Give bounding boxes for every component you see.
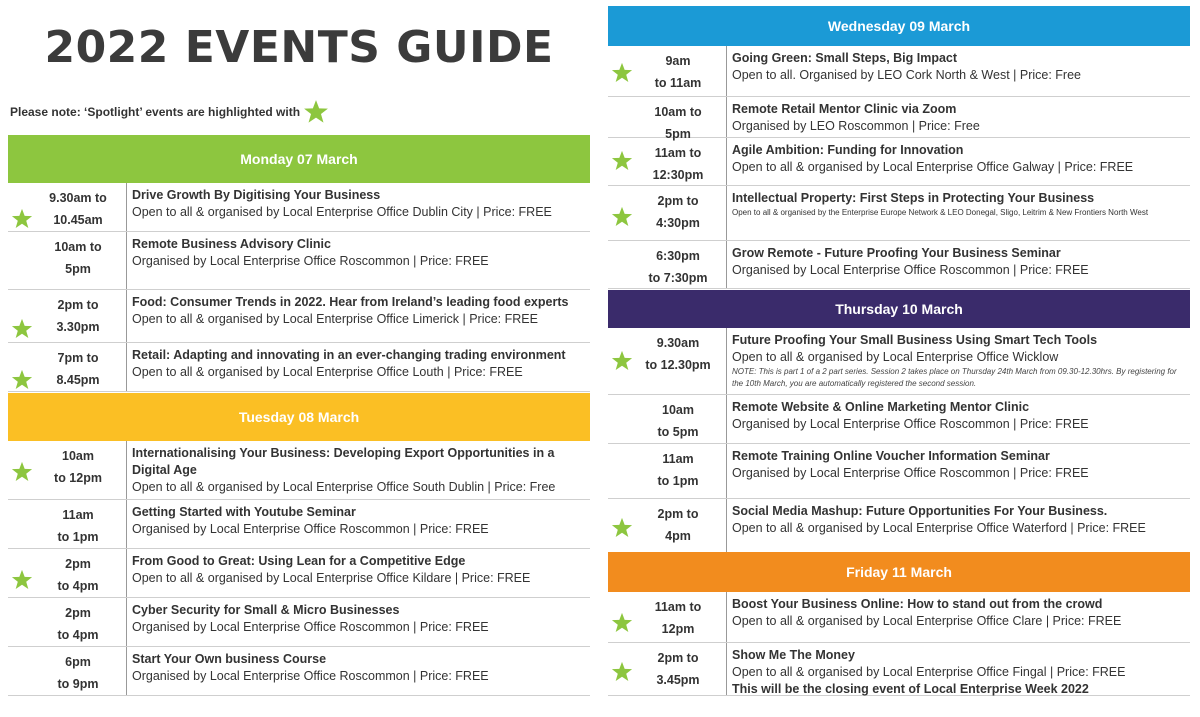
- event-time-start: 10am to: [654, 105, 702, 119]
- day-thursday: [608, 290, 1190, 556]
- spotlight-note: [10, 99, 329, 125]
- event-divider: [726, 186, 727, 240]
- event-time-end: to 1pm: [57, 530, 99, 544]
- event-time-start: 11am to: [654, 146, 702, 160]
- event-description: Open to all & organised by Local Enterprise Office Dublin City | Price: FREE: [132, 205, 552, 219]
- event-time: [630, 50, 726, 94]
- event-time-end: to 7:30pm: [648, 271, 708, 285]
- event-description: Open to all & organised by Local Enterprise Office South Dublin | Price: Free: [132, 480, 556, 494]
- event-time: [630, 448, 726, 492]
- event-time-start: 9.30am: [656, 336, 700, 350]
- event-info: [732, 245, 1188, 279]
- event-time: [30, 236, 126, 280]
- event-description: Organised by Local Enterprise Office Roscommon | Price: FREE: [132, 620, 489, 634]
- event-title: Agile Ambition: Funding for Innovation: [732, 143, 964, 157]
- event-info: [132, 347, 588, 381]
- event-time: [630, 503, 726, 547]
- event-time-start: 10am: [662, 403, 694, 417]
- event-divider: [726, 46, 727, 96]
- day-friday: [608, 552, 1190, 696]
- event-time-end: 8.45pm: [56, 373, 100, 387]
- event-time: [30, 602, 126, 646]
- event-row: [608, 444, 1190, 499]
- event-divider: [126, 183, 127, 231]
- event-time-start: 11am: [62, 508, 94, 522]
- event-divider: [726, 395, 727, 443]
- event-row: [8, 343, 590, 392]
- event-divider: [126, 500, 127, 548]
- event-time-end: to 1pm: [657, 474, 699, 488]
- event-info: [732, 647, 1188, 698]
- event-title: From Good to Great: Using Lean for a Competitive Edge: [132, 554, 466, 568]
- event-title: Retail: Adapting and innovating in an ever-changing trading environment: [132, 348, 566, 362]
- event-description: Organised by Local Enterprise Office Roscommon | Price: FREE: [132, 669, 489, 683]
- day-header-friday: Friday 11 March: [608, 552, 1190, 592]
- event-description: Open to all & organised by Local Enterprise Office Clare | Price: FREE: [732, 614, 1122, 628]
- event-time-start: 11am: [662, 452, 694, 466]
- event-time-end: to 4pm: [57, 628, 99, 642]
- event-time-end: 5pm: [65, 262, 91, 276]
- events-monday: [8, 183, 590, 392]
- event-row: [608, 241, 1190, 289]
- event-time: [630, 596, 726, 640]
- event-row: [608, 97, 1190, 141]
- event-time-start: 2pm to: [57, 298, 99, 312]
- event-extra: This will be the closing event of Local Enterprise Week 2022: [732, 682, 1089, 696]
- event-time-end: 5pm: [665, 127, 691, 141]
- event-description: Open to all & organised by Local Enterprise Office Kildare | Price: FREE: [132, 571, 531, 585]
- event-title: Drive Growth By Digitising Your Business: [132, 188, 381, 202]
- event-divider: [126, 647, 127, 695]
- event-time-end: 12:30pm: [652, 168, 704, 182]
- event-title: Going Green: Small Steps, Big Impact: [732, 51, 958, 65]
- event-description: Organised by Local Enterprise Office Roscommon | Price: FREE: [732, 417, 1089, 431]
- event-time: [30, 504, 126, 548]
- event-info: [132, 294, 588, 328]
- event-divider: [726, 592, 727, 642]
- events-wednesday: [608, 46, 1190, 289]
- event-time-end: 4pm: [665, 529, 691, 543]
- event-time-start: 11am to: [654, 600, 702, 614]
- event-time-end: 3.45pm: [656, 673, 700, 687]
- event-info: [732, 503, 1188, 537]
- event-time-end: to 9pm: [57, 677, 99, 691]
- event-divider: [726, 499, 727, 555]
- event-title: Future Proofing Your Small Business Using Smart Tech Tools: [732, 333, 1098, 347]
- event-info: [732, 399, 1188, 433]
- event-time-end: 4:30pm: [656, 216, 700, 230]
- event-title: Intellectual Property: First Steps in Protecting Your Business: [732, 191, 1095, 205]
- event-description: Open to all & organised by Local Enterprise Office Fingal | Price: FREE: [732, 665, 1126, 679]
- spotlight-note-text: Please note: ‘Spotlight’ events are highlighted with: [10, 105, 301, 119]
- event-row: [608, 395, 1190, 444]
- day-monday: [8, 135, 590, 392]
- day-tuesday: [8, 393, 590, 696]
- event-divider: [126, 232, 127, 289]
- event-info: [732, 101, 1188, 135]
- event-time-start: 2pm: [65, 606, 91, 620]
- event-time-end: to 11am: [654, 76, 702, 90]
- event-divider: [726, 97, 727, 137]
- event-row: [8, 290, 590, 343]
- event-info: [132, 445, 588, 496]
- event-title: Getting Started with Youtube Seminar: [132, 505, 356, 519]
- event-description: Open to all & organised by the Enterprise Europe Network & LEO Donegal, Sligo, Leitrim & New Frontiers North West: [732, 208, 1149, 217]
- event-description: Open to all & organised by Local Enterprise Office Limerick | Price: FREE: [132, 312, 538, 326]
- event-divider: [726, 444, 727, 498]
- event-description: Organised by Local Enterprise Office Roscommon | Price: FREE: [732, 466, 1089, 480]
- day-header-monday: Monday 07 March: [8, 135, 590, 183]
- event-row: [608, 499, 1190, 556]
- event-title: Boost Your Business Online: How to stand out from the crowd: [732, 597, 1103, 611]
- day-wednesday: [608, 6, 1190, 289]
- event-time: [30, 347, 126, 391]
- events-tuesday: [8, 441, 590, 696]
- event-description: Organised by Local Enterprise Office Roscommon | Price: FREE: [132, 522, 489, 536]
- event-title: Food: Consumer Trends in 2022. Hear from Ireland’s leading food experts: [132, 295, 569, 309]
- event-row: [608, 328, 1190, 395]
- event-row: [608, 186, 1190, 241]
- event-row: [8, 183, 590, 232]
- event-time: [30, 294, 126, 338]
- event-divider: [726, 138, 727, 185]
- event-time-end: 12pm: [661, 622, 695, 636]
- event-row: [8, 500, 590, 549]
- event-time-end: 3.30pm: [56, 320, 100, 334]
- event-info: [132, 651, 588, 685]
- event-row: [8, 647, 590, 696]
- event-info: [732, 332, 1188, 390]
- event-row: [8, 441, 590, 500]
- event-time-end: to 12pm: [54, 471, 102, 485]
- event-time-end: to 4pm: [57, 579, 99, 593]
- event-time-start: 6:30pm: [656, 249, 700, 263]
- event-divider: [126, 343, 127, 391]
- star-icon: [303, 99, 329, 125]
- event-time-start: 10am to: [54, 240, 102, 254]
- event-time: [30, 187, 126, 231]
- event-time-start: 2pm to: [657, 194, 699, 208]
- event-time-start: 7pm to: [57, 351, 99, 365]
- event-time: [30, 651, 126, 695]
- day-header-thursday: Thursday 10 March: [608, 290, 1190, 328]
- event-title: Internationalising Your Business: Developing Export Opportunities in a Digital Age: [132, 446, 555, 477]
- event-info: [732, 50, 1188, 84]
- event-info: [732, 448, 1188, 482]
- event-title: Show Me The Money: [732, 648, 855, 662]
- event-description: Organised by LEO Roscommon | Price: Free: [732, 119, 980, 133]
- event-divider: [126, 290, 127, 342]
- event-time: [30, 445, 126, 489]
- event-info: [132, 504, 588, 538]
- event-divider: [126, 598, 127, 646]
- event-info: [132, 553, 588, 587]
- event-title: Social Media Mashup: Future Opportunities For Your Business.: [732, 504, 1108, 518]
- event-divider: [126, 549, 127, 597]
- event-info: [132, 602, 588, 636]
- event-time-end: 10.45am: [53, 213, 103, 227]
- event-row: [608, 46, 1190, 97]
- event-description: Open to all & organised by Local Enterprise Office Galway | Price: FREE: [732, 160, 1134, 174]
- event-time-start: 10am: [62, 449, 94, 463]
- event-info: [732, 596, 1188, 630]
- event-time-start: 2pm: [65, 557, 91, 571]
- event-description: Open to all. Organised by LEO Cork North & West | Price: Free: [732, 68, 1081, 82]
- event-description: Organised by Local Enterprise Office Roscommon | Price: FREE: [132, 254, 489, 268]
- events-friday: [608, 592, 1190, 696]
- event-time-end: to 5pm: [657, 425, 699, 439]
- event-divider: [726, 241, 727, 288]
- event-time: [630, 190, 726, 234]
- page-title: 2022 EVENTS GUIDE: [44, 22, 554, 73]
- day-header-wednesday: Wednesday 09 March: [608, 6, 1190, 46]
- event-row: [608, 138, 1190, 186]
- event-time: [630, 399, 726, 443]
- event-row: [8, 598, 590, 647]
- event-time-start: 2pm to: [657, 651, 699, 665]
- event-title: Remote Training Online Voucher Information Seminar: [732, 449, 1050, 463]
- event-info: [132, 187, 588, 221]
- event-title: Start Your Own business Course: [132, 652, 327, 666]
- event-divider: [126, 441, 127, 499]
- event-time-start: 2pm to: [657, 507, 699, 521]
- event-description: Open to all & organised by Local Enterprise Office Louth | Price: FREE: [132, 365, 523, 379]
- event-row: [608, 643, 1190, 696]
- event-row: [8, 232, 590, 290]
- event-time-end: to 12.30pm: [645, 358, 711, 372]
- event-title: Remote Retail Mentor Clinic via Zoom: [732, 102, 957, 116]
- event-time: [30, 553, 126, 597]
- event-time: [630, 332, 726, 376]
- event-divider: [726, 328, 727, 394]
- event-row: [608, 592, 1190, 643]
- event-time-start: 9am: [665, 54, 691, 68]
- event-row: [8, 549, 590, 598]
- event-time: [630, 245, 726, 289]
- event-description: Organised by Local Enterprise Office Roscommon | Price: FREE: [732, 263, 1089, 277]
- event-time-start: 9.30am to: [49, 191, 107, 205]
- event-time: [630, 142, 726, 186]
- event-info: [732, 142, 1188, 176]
- event-title: Remote Website & Online Marketing Mentor Clinic: [732, 400, 1030, 414]
- event-time-start: 6pm: [65, 655, 91, 669]
- event-title: Remote Business Advisory Clinic: [132, 237, 331, 251]
- day-header-tuesday: Tuesday 08 March: [8, 393, 590, 441]
- event-info: [132, 236, 588, 270]
- event-divider: [726, 643, 727, 695]
- event-time: [630, 647, 726, 691]
- event-description: Open to all & organised by Local Enterprise Office Wicklow: [732, 350, 1059, 364]
- event-description: Open to all & organised by Local Enterprise Office Waterford | Price: FREE: [732, 521, 1146, 535]
- events-thursday: [608, 328, 1190, 556]
- event-title: Cyber Security for Small & Micro Businesses: [132, 603, 400, 617]
- event-info: [732, 190, 1188, 219]
- event-note: NOTE: This is part 1 of a 2 part series. Session 2 takes place on Thursday 24th March from 09.30-12.30hrs. By registering for the 10th March, you are automatically registered the second session.: [732, 367, 1177, 388]
- event-title: Grow Remote - Future Proofing Your Business Seminar: [732, 246, 1061, 260]
